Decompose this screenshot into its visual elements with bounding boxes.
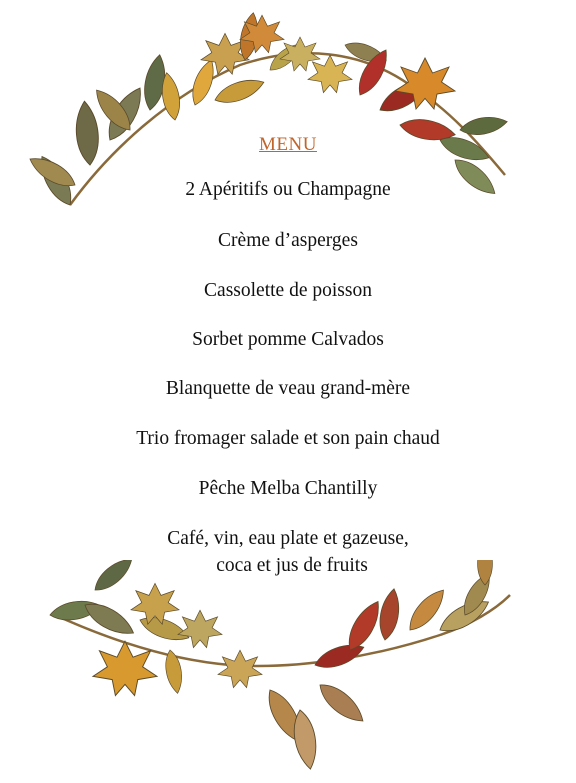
menu-drinks-line-2: coca et jus de fruits bbox=[216, 555, 368, 576]
menu-item-aperitifs: 2 Apéritifs ou Champagne bbox=[185, 179, 391, 200]
menu-item-cassolette: Cassolette de poisson bbox=[204, 280, 372, 301]
menu-drinks-line-1: Café, vin, eau plate et gazeuse, bbox=[167, 528, 409, 549]
menu-title: MENU bbox=[259, 134, 317, 155]
menu-item-sorbet: Sorbet pomme Calvados bbox=[192, 329, 384, 350]
menu-item-creme-asperges: Crème d’asperges bbox=[218, 230, 358, 251]
menu-item-peche-melba: Pêche Melba Chantilly bbox=[198, 478, 378, 499]
bottom-leaf-garland bbox=[0, 560, 576, 783]
menu-item-trio-fromager: Trio fromager salade et son pain chaud bbox=[136, 428, 440, 449]
menu-item-blanquette: Blanquette de veau grand-mère bbox=[165, 378, 411, 399]
